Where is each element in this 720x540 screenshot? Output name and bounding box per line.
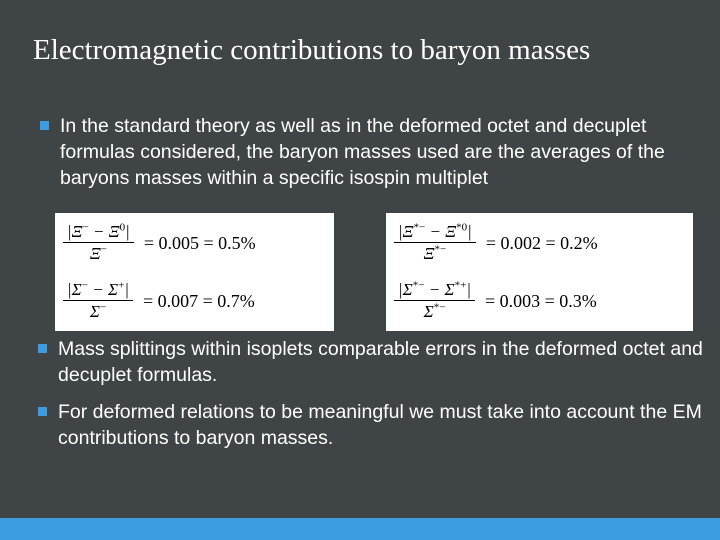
fraction-denominator: Ξ− (89, 242, 107, 263)
fraction-denominator: Σ− (89, 300, 107, 321)
bullet-text: For deformed relations to be meaningful we must take into account the EM contributions to baryon masses. (58, 401, 702, 449)
bullet-text: Mass splittings within isoplets comparable errors in the deformed octet and decuplet formulas. (58, 338, 703, 386)
fraction-denominator: Ξ*− (423, 242, 447, 263)
fraction-denominator: Σ*− (423, 300, 446, 321)
bullet-item-3 (36, 399, 706, 451)
bullet-item-2 (36, 336, 706, 388)
fraction (394, 280, 475, 323)
formula-result: = 0.003 = 0.3% (485, 290, 597, 311)
fraction-numerator: |Σ− − Σ+| (63, 280, 133, 301)
square-bullet-icon (38, 344, 47, 353)
fraction (63, 222, 134, 265)
formula-result: = 0.005 = 0.5% (143, 232, 256, 253)
formula-result: = 0.002 = 0.2% (485, 232, 598, 253)
footer-accent-bar (0, 518, 720, 540)
square-bullet-icon (38, 407, 47, 416)
octet-formula-image (55, 213, 334, 331)
fraction-numerator: $|\Xi^- - \Xi^0|$ (63, 222, 134, 243)
fraction-numerator: |Σ*− − Σ*+| (394, 280, 475, 301)
fraction-numerator: $|\Xi^{*-} - \Xi^{*0}|$ (394, 222, 476, 243)
formula-sigma-octet (55, 275, 334, 327)
square-bullet-icon (40, 121, 49, 130)
slide-title: Electromagnetic contributions to baryon masses (33, 34, 591, 66)
formula-sigma-decuplet (386, 275, 693, 327)
decuplet-formula-image (386, 213, 693, 331)
bullet-item-1 (38, 113, 708, 191)
fraction (63, 280, 133, 323)
fraction (394, 222, 476, 265)
formula-xi-decuplet (386, 217, 693, 269)
bullet-text: In the standard theory as well as in the deformed octet and decuplet formulas considered, the baryon masses used are the averages of the baryons masses within a specific isospin multiplet (60, 115, 665, 189)
formula-xi-octet (55, 217, 334, 269)
formula-result: = 0.007 = 0.7% (143, 290, 255, 311)
